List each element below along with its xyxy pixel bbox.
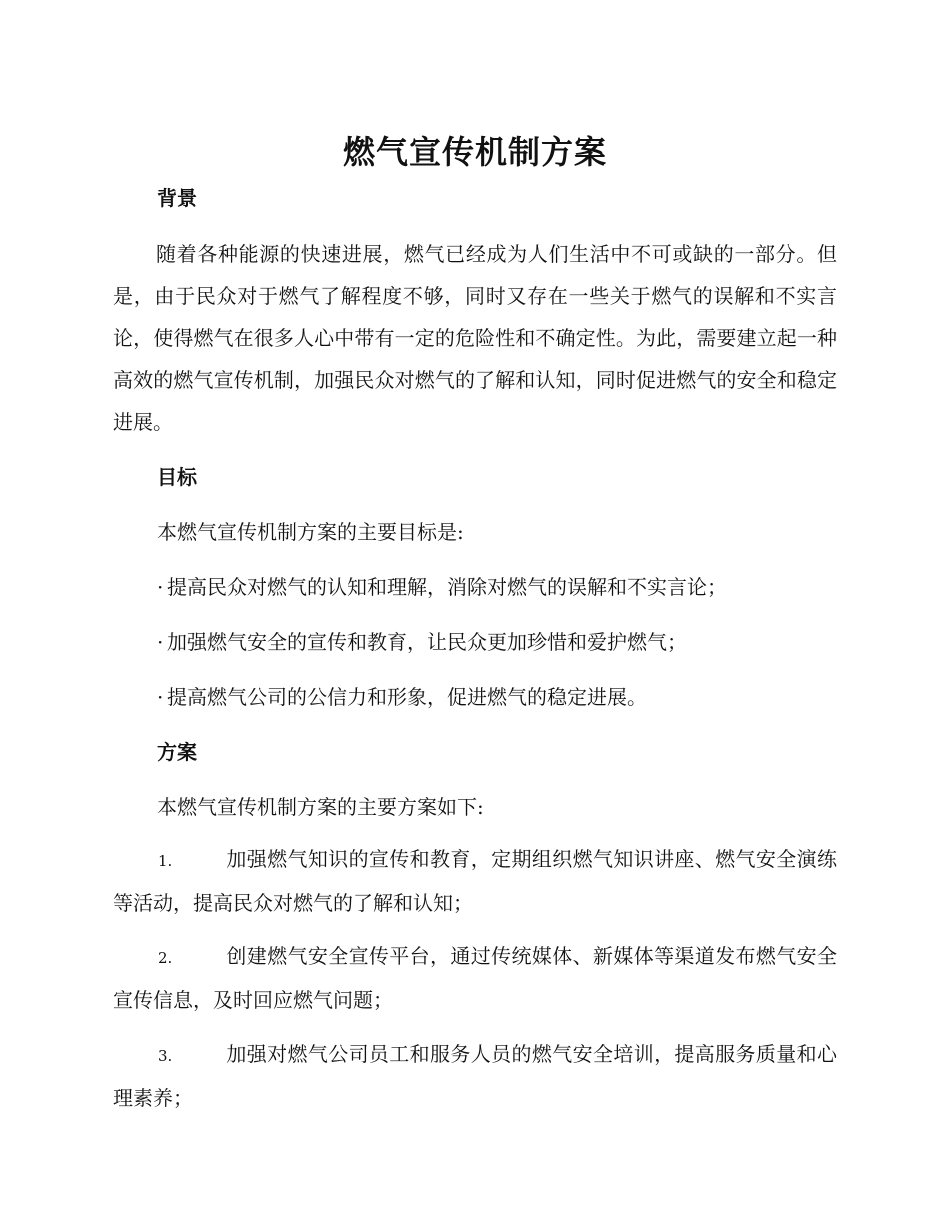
- goals-item-text: 提高燃气公司的公信力和形象，促进燃气的稳定进展。: [167, 685, 647, 709]
- plan-item-number: 2.: [158, 949, 173, 967]
- section-heading-plan: 方案: [157, 740, 197, 764]
- plan-item-text: 创建燃气安全宣传平台，通过传统媒体、新媒体等渠道发布燃气安全宣传信息，及时回应燃气问题；: [113, 944, 837, 1012]
- plan-intro: 本燃气宣传机制方案的主要方案如下:: [157, 795, 484, 819]
- goals-list-item: [157, 682, 647, 712]
- plan-item-text: 加强对燃气公司员工和服务人员的燃气安全培训，提高服务质量和心理素养；: [113, 1042, 837, 1110]
- goals-item-text: 加强燃气安全的宣传和教育，让民众更加珍惜和爱护燃气；: [167, 630, 687, 654]
- plan-item-text: 加强燃气知识的宣传和教育，定期组织燃气知识讲座、燃气安全演练等活动，提高民众对燃气的了解和认知；: [113, 847, 837, 915]
- section-heading-goals: 目标: [157, 465, 197, 489]
- goals-intro: 本燃气宣传机制方案的主要目标是:: [157, 520, 464, 544]
- goals-list-item: [157, 572, 727, 602]
- plan-item-number: 1.: [158, 852, 173, 870]
- bullet-mark: ·: [157, 630, 164, 654]
- section-heading-background: 背景: [157, 186, 197, 210]
- plan-list-item: [113, 1033, 837, 1119]
- plan-item-number: 3.: [158, 1047, 173, 1065]
- background-paragraph: 随着各种能源的快速进展，燃气已经成为人们生活中不可或缺的一部分。但是，由于民众对于燃气了解程度不够，同时又存在一些关于燃气的误解和不实言论，使得燃气在很多人心中带有一定的危险性和不确定性。为此，需要建立起一种高效的燃气宣传机制，加强民众对燃气的了解和认知，同时促进燃气的安全和稳定进展。: [113, 242, 837, 434]
- plan-list-item: [113, 935, 837, 1021]
- goals-item-text: 提高民众对燃气的认知和理解，消除对燃气的误解和不实言论；: [167, 575, 727, 599]
- bullet-mark: ·: [157, 575, 164, 599]
- bullet-mark: ·: [157, 685, 164, 709]
- goals-list-item: [157, 627, 687, 657]
- document-title: 燃气宣传机制方案: [342, 133, 607, 171]
- plan-list-item: [113, 838, 837, 924]
